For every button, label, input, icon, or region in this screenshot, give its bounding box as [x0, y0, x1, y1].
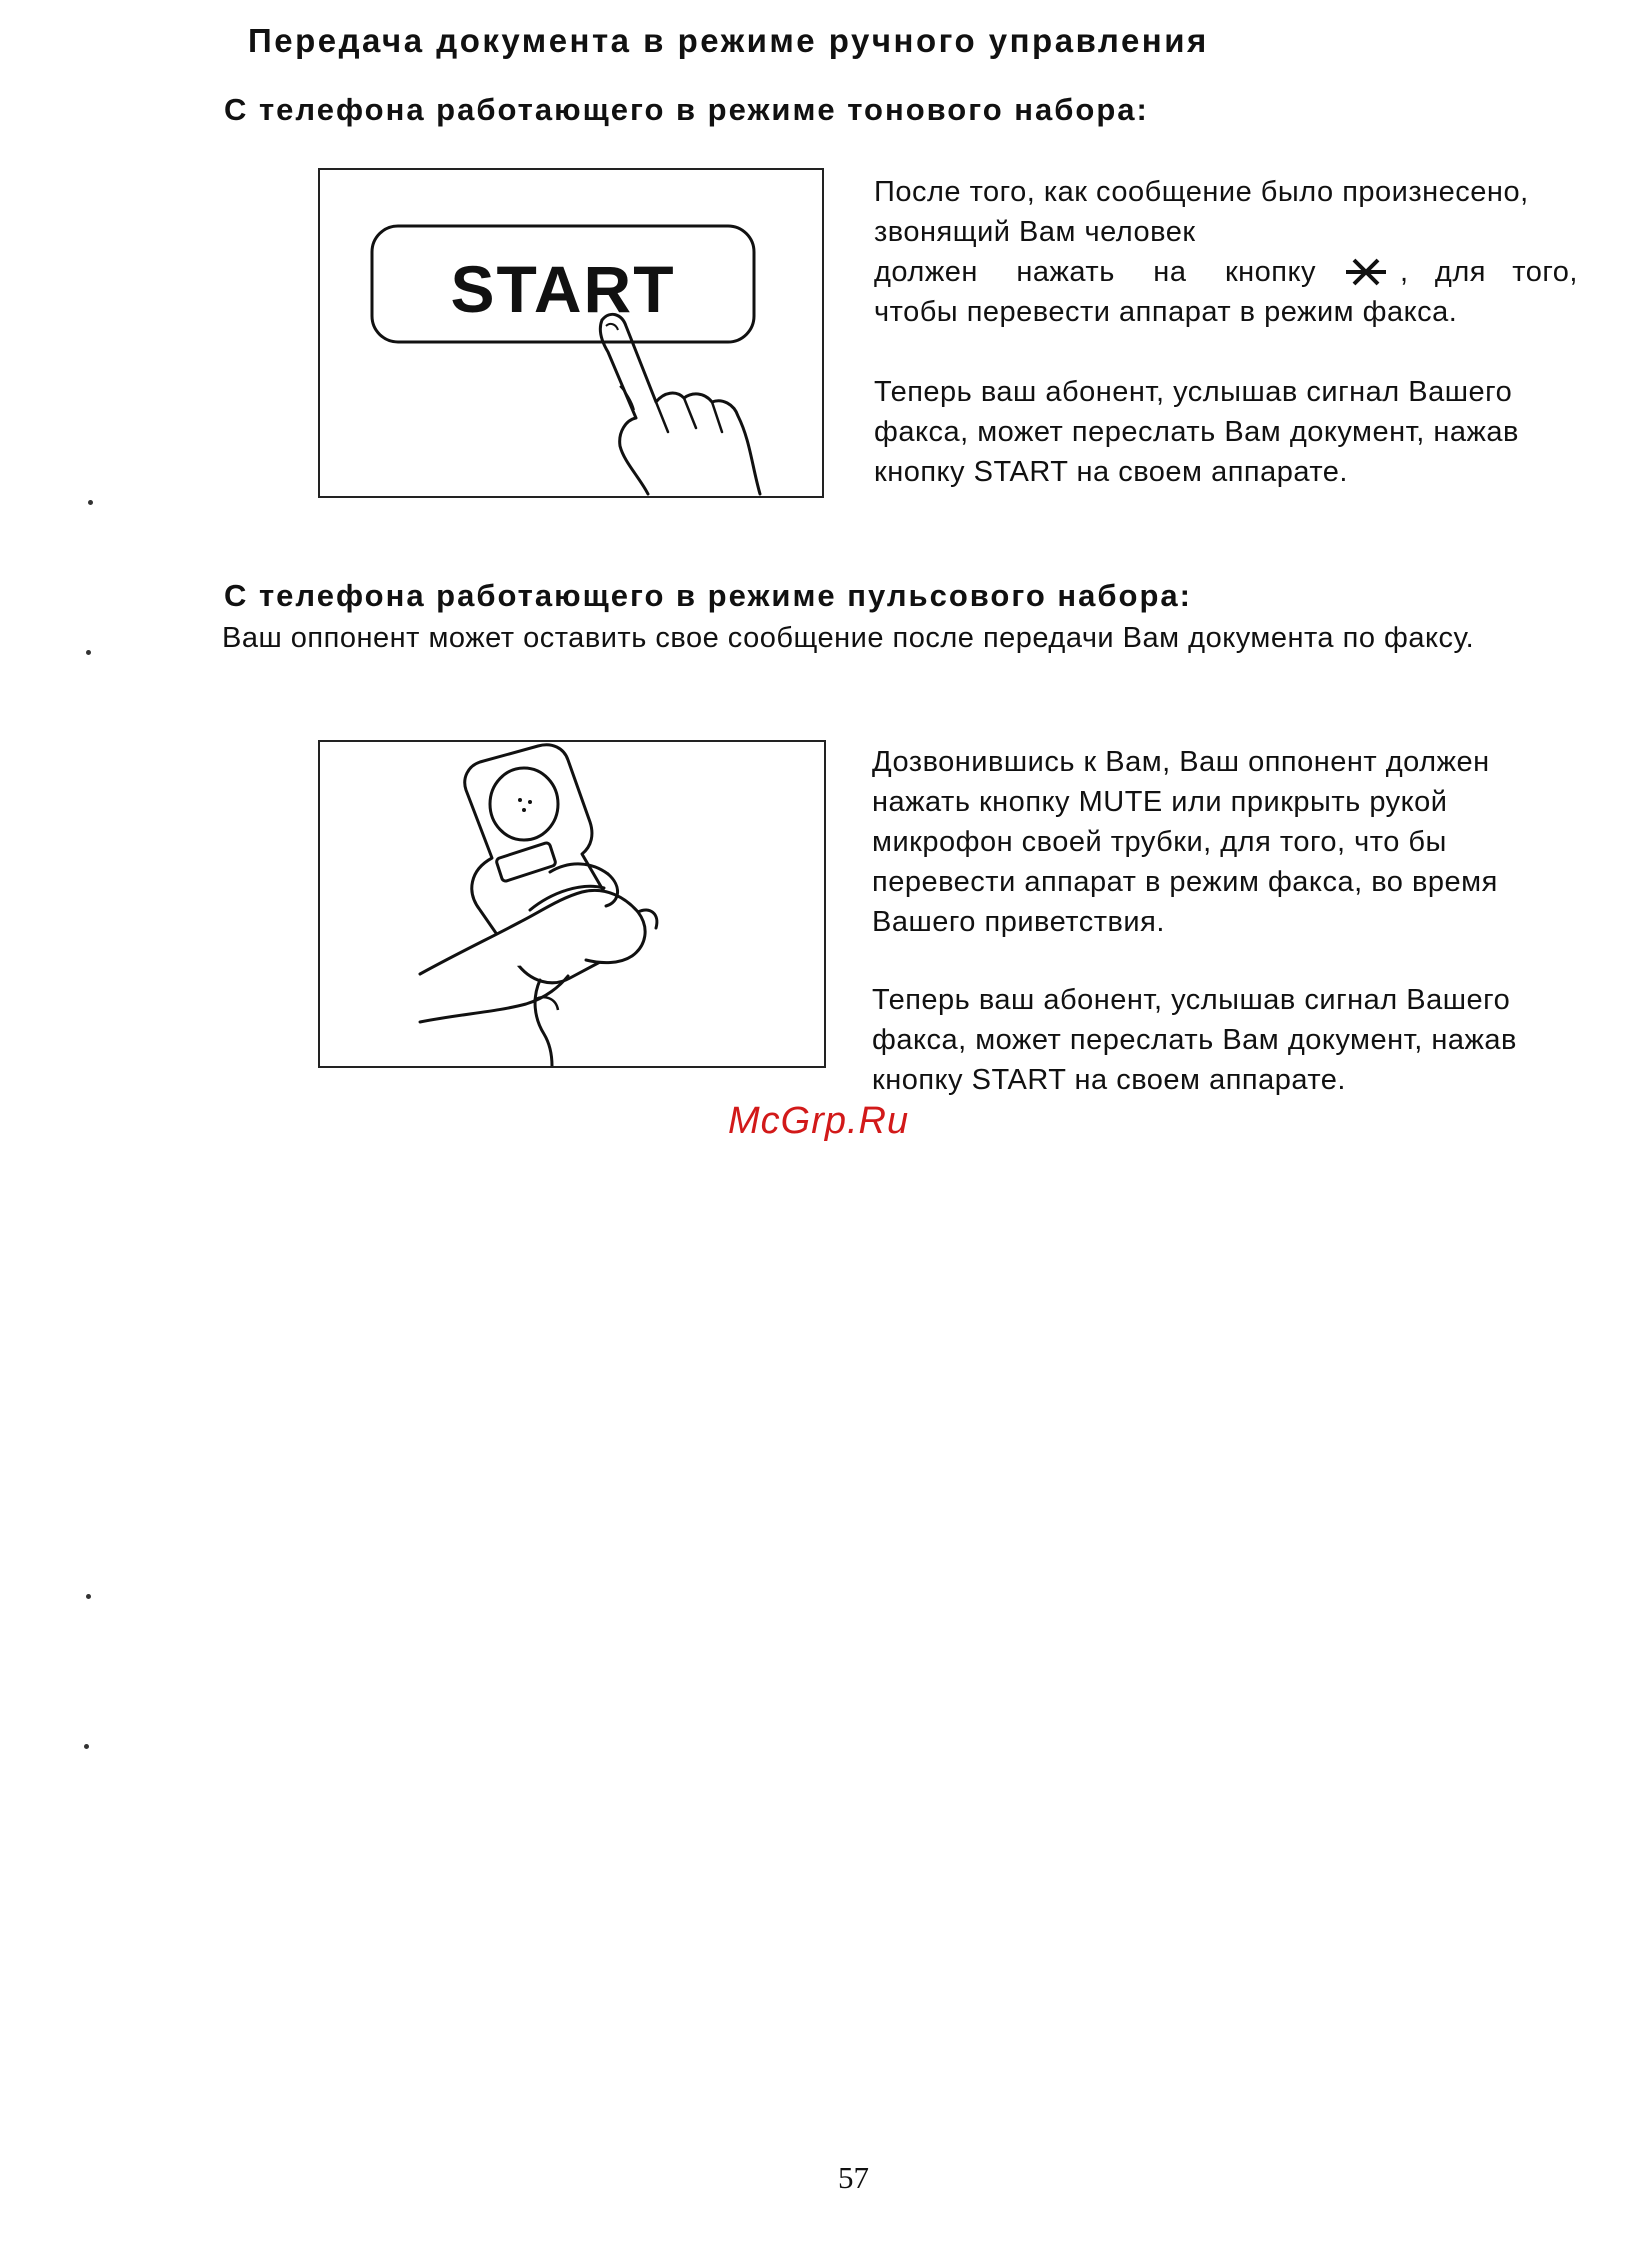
- page-title: Передача документа в режиме ручного управления: [248, 22, 1209, 59]
- tone-section-heading: С телефона работающего в режиме тонового набора:: [224, 92, 1149, 127]
- text-line: Теперь ваш абонент, услышав сигнал: [872, 984, 1398, 1016]
- pulse-paragraph-1: [872, 742, 1578, 942]
- handset-illustration: [318, 740, 826, 1068]
- watermark: McGrp.Ru: [728, 1100, 910, 1142]
- handset-hand-icon: [320, 742, 824, 1066]
- tone-paragraph-1: [874, 172, 1578, 332]
- text-line: должен нажать кнопку MUTE или прикрыть: [872, 746, 1490, 818]
- text-line: Дозвонившись к Вам, Ваш оппонент: [872, 746, 1378, 778]
- text-line: Вашего факса, может переслать Вам: [874, 376, 1513, 448]
- text-line: документ, нажав кнопку START на своем: [872, 1024, 1517, 1096]
- text-line-part: , для того,: [1400, 256, 1578, 288]
- pulse-intro: [222, 618, 1602, 658]
- text-line: аппарате.: [1209, 1064, 1346, 1096]
- page-number: 57: [838, 2160, 869, 2195]
- scan-speck: [84, 1744, 89, 1749]
- start-button-illustration: [318, 168, 824, 498]
- text-line: чтобы перевести аппарат в режим факса.: [874, 296, 1458, 328]
- pointing-hand-icon: [320, 170, 822, 496]
- tone-paragraph-2: [874, 372, 1578, 492]
- text-line: После того, как сообщение было: [874, 176, 1334, 208]
- text-line: [874, 252, 1316, 292]
- text-line: Теперь ваш абонент, услышав сигнал: [874, 376, 1400, 408]
- scan-speck: [86, 1594, 91, 1599]
- star-key-icon: [1342, 256, 1390, 288]
- text-line: Вашего факса, может переслать Вам: [872, 984, 1511, 1056]
- text-line: факсу.: [1384, 622, 1475, 654]
- scan-speck: [88, 500, 93, 505]
- text-line: рукой микрофон своей трубки, для того,: [872, 786, 1448, 858]
- text-line: произнесено, звонящий Вам человек: [874, 176, 1529, 248]
- text-line-with-key: [874, 252, 1578, 292]
- text-line: Ваш оппонент может оставить свое сообщение после передачи Вам документа по: [222, 622, 1376, 654]
- pulse-section-heading: С телефона работающего в режиме пульсового набора:: [224, 578, 1192, 613]
- text-line: что бы перевести аппарат в режим факса,: [872, 826, 1447, 898]
- text-line: документ, нажав кнопку START на своем: [874, 416, 1519, 488]
- text-line: аппарате.: [1211, 456, 1348, 488]
- text-line: во время Вашего приветствия.: [872, 866, 1498, 938]
- scan-speck: [86, 650, 91, 655]
- text-line-part: должен нажать на кнопку: [874, 256, 1316, 288]
- illustration-start-label: START: [450, 252, 676, 326]
- pulse-paragraph-2: [872, 980, 1578, 1100]
